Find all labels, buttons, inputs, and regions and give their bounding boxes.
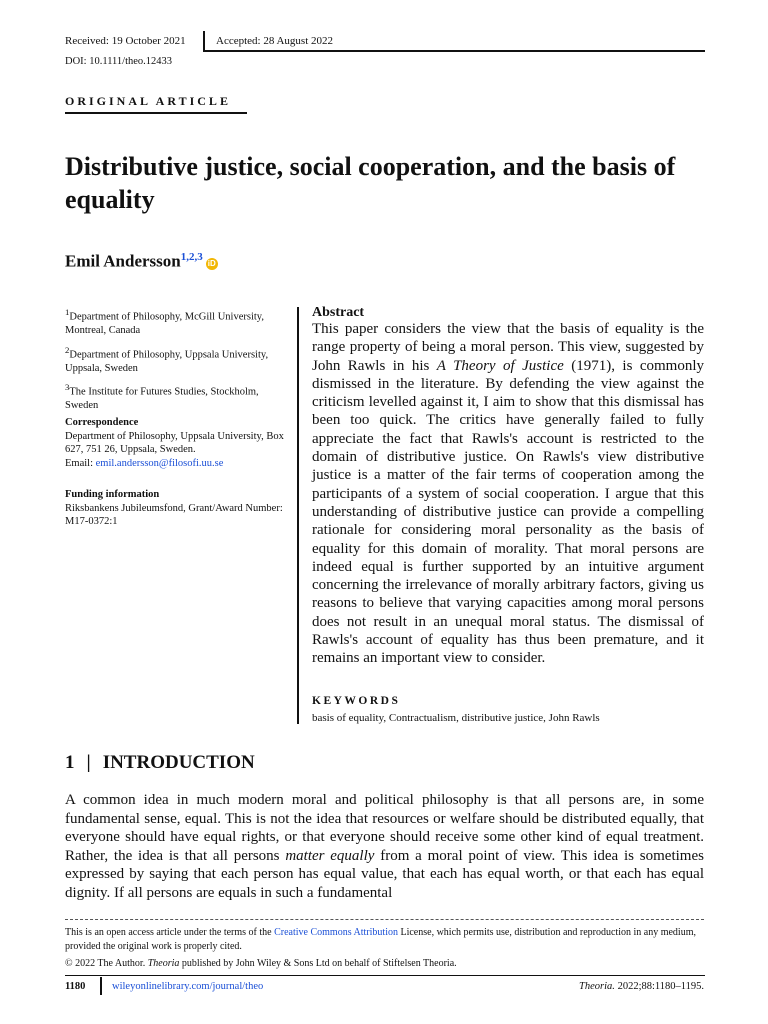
author-name: Emil Andersson (65, 251, 181, 271)
copyright-journal: Theoria (147, 958, 180, 969)
abstract-text-part: This paper considers the view that the basis of equality is the range property of being a moral person. This view, suggested by John Rawls in his (312, 321, 704, 374)
license-text: License, which permits use, distribution and reproduction in any medium, provided the original work is properly cited. (65, 927, 696, 952)
affiliation-sup: 3 (65, 382, 70, 392)
header-divider (203, 31, 205, 51)
abstract-text (312, 320, 704, 668)
affiliation-text: Department of Philosophy, McGill University, Montreal, Canada (65, 311, 264, 336)
page-number: 1180 (65, 981, 86, 992)
citation-details: 2022;88:1180–1195. (614, 981, 704, 992)
doi: DOI: 10.1111/theo.12433 (65, 56, 173, 67)
email-label: Email: (65, 457, 96, 469)
copyright-text: published by John Wiley & Sons Ltd on behalf of Stiftelsen Theoria. (179, 958, 457, 969)
affiliations (65, 306, 290, 419)
citation-journal: Theoria. (579, 981, 615, 992)
article-type: ORIGINAL ARTICLE (65, 94, 231, 108)
journal-url[interactable]: wileyonlinelibrary.com/journal/theo (112, 981, 264, 992)
correspondence-heading: Correspondence (65, 417, 139, 428)
citation (579, 981, 704, 992)
page-footer-divider (100, 977, 102, 995)
intro-paragraph (65, 791, 704, 902)
affiliation-sup: 2 (65, 344, 70, 355)
section-title: INTRODUCTION (102, 752, 255, 773)
affiliation-3 (65, 381, 290, 413)
section-separator: | (86, 752, 91, 773)
funding-heading: Funding information (65, 489, 160, 500)
article-type-underline (65, 112, 247, 114)
keywords-heading: KEYWORDS (312, 695, 401, 707)
funding-information (65, 488, 290, 529)
abstract-text-part: (1971), is commonly dismissed in the literature. By defending the view against the criticism levelled against it, I aim to show that this dismissal has been too quick. The critics have generally failed to fully appreciate the fact that Rawls's account is restricted to the domain of distributive justice. On Rawls's view distributive justice is a matter of the fair terms of cooperation among the participants of a system of social cooperation. I argue that this understanding of distributive justice can provide a compelling rationale for considering moral personality as the basis of equality for this domain of morality. That moral persons are indeed equal is further supported by an intuitive argument concerning the irrelevance of morally arbitrary factors, giving us reasons to believe that varying capacities among moral persons does not result in an unequal moral status. The dismissal of Rawls's account of equality has thus been premature, and it remains an important view to consider. (312, 357, 704, 667)
affiliation-sup: 1 (65, 307, 70, 317)
footer-rule (65, 975, 705, 976)
email-link[interactable]: emil.andersson@filosofi.uu.se (95, 457, 224, 469)
author-line (65, 251, 218, 272)
affiliation-2 (65, 344, 290, 376)
abstract-sidebar-rule (297, 307, 299, 724)
keywords-text: basis of equality, Contractualism, distributive justice, John Rawls (312, 712, 600, 724)
abstract-heading: Abstract (312, 305, 365, 320)
funding-text: Riksbankens Jubileumsfond, Grant/Award Number: M17-0372:1 (65, 502, 283, 527)
section-heading (65, 752, 255, 774)
section-number: 1 (65, 752, 75, 773)
header-rule (203, 50, 705, 52)
affiliation-1 (65, 306, 290, 338)
copyright-text: © 2022 The Author. (65, 958, 148, 969)
affiliation-text: Department of Philosophy, Uppsala University, Uppsala, Sweden (65, 349, 269, 374)
author-affil-refs[interactable]: 1,2,3 (180, 251, 203, 263)
license-text: This is an open access article under the terms of the (65, 927, 275, 938)
article-title: Distributive justice, social cooperation, and the basis of equality (65, 152, 676, 214)
orcid-icon[interactable]: iD (207, 258, 216, 268)
affiliation-text: The Institute for Futures Studies, Stockholm, Sweden (65, 386, 259, 411)
copyright-note (65, 957, 705, 971)
received-date: Received: 19 October 2021 (65, 35, 186, 47)
footnote-divider (65, 919, 704, 920)
intro-text-part: from a moral point of view. This idea is sometimes expressed by saying that each person has equal value, that each has equal worth, or that each has equal dignity. If all persons are equals in such a fundamental (65, 847, 704, 901)
abstract-book-title: A Theory of Justice (436, 357, 564, 374)
correspondence (65, 416, 290, 470)
correspondence-address: Department of Philosophy, Uppsala University, Box 627, 751 26, Uppsala, Sweden. (65, 430, 284, 455)
license-link[interactable]: Creative Commons Attribution (274, 927, 398, 938)
accepted-date: Accepted: 28 August 2022 (216, 35, 334, 47)
intro-emphasis: matter equally (285, 847, 375, 864)
intro-text-part: A common idea in much modern moral and political philosophy is that all persons are, in some fundamental sense, equal. This is not the idea that resources or welfare should be distributed equally, that everyone should have equal rights, or that everyone should receive some other kind of equal treatment. Rather, the idea is that all persons (65, 792, 704, 864)
license-note (65, 926, 705, 954)
